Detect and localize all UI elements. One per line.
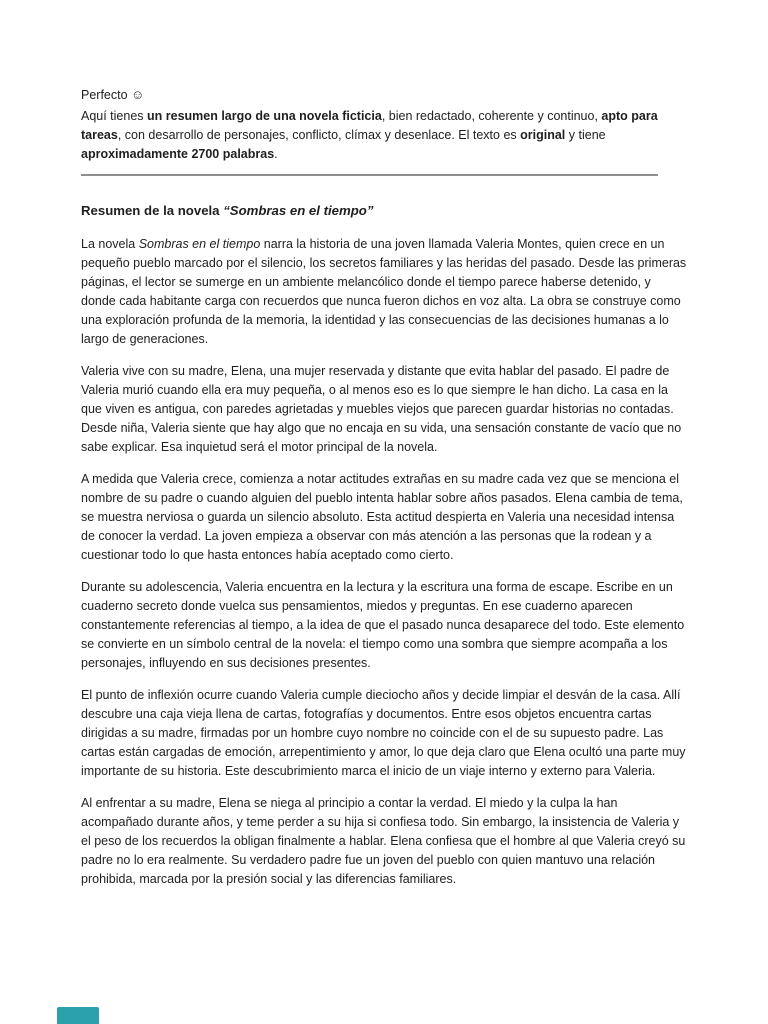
greeting-line <box>81 85 687 105</box>
text-segment: . <box>274 147 278 161</box>
text-segment: Aquí tienes <box>81 109 148 123</box>
summary-body <box>81 235 687 889</box>
text-segment: Valeria vive con su madre, Elena, una mujer reservada y distante que evita hablar del pasado. El padre de Valeria murió cuando ella era muy pequeña, o al menos eso es lo que siempre le han dicho. La casa en la que viven es antigua, con paredes agrietadas y muebles viejos que parecen guardar historias no contadas. Desde niña, Valeria siente que hay algo que no encaja en su vida, una sensación constante de vacío que no sabe explicar. Esa inquietud será el motor principal de la novela. <box>81 364 682 454</box>
text-segment: narra la historia de una joven llamada Valeria Montes, quien crece en un pequeño pueblo marcado por el silencio, los secretos familiares y las heridas del pasado. Desde las primeras páginas, el lector se sumerge en un ambiente melancólico donde el tiempo parece haberse detenido, y donde cada habitante carga con recuerdos que nunca fueron dichos en voz alta. La obra se construye como una exploración profunda de la memoria, la identidad y las consecuencias de las decisiones humanas a lo largo de generaciones. <box>81 237 687 346</box>
body-paragraph <box>81 578 687 673</box>
body-paragraph <box>81 794 687 889</box>
summary-heading <box>81 201 687 220</box>
text-segment: “Sombras en el tiempo” <box>223 203 374 218</box>
text-segment: , con desarrollo de personajes, conflicto, clímax y desenlace. El texto es <box>117 128 521 142</box>
document-content <box>81 85 687 902</box>
text-segment: A medida que Valeria crece, comienza a notar actitudes extrañas en su madre cada vez que se menciona el nombre de su padre o cuando alguien del pueblo intenta hablar sobre años pasados. Elena cambia de tema, se muestra nerviosa o guarda un silencio absoluto. Esta actitud despierta en Valeria una necesidad intensa de conocer la verdad. La joven empieza a observar con más atención a las personas que la rodean y a cuestionar todo lo que hasta entonces había aceptado como cierto. <box>81 472 683 562</box>
text-segment: La novela <box>81 237 139 251</box>
text-segment: original <box>520 128 566 142</box>
text-segment: Resumen de la novela <box>81 203 224 218</box>
body-paragraph <box>81 362 687 457</box>
text-segment: Durante su adolescencia, Valeria encuentra en la lectura y la escritura una forma de escape. Escribe en un cuaderno secreto donde vuelca sus pensamientos, miedos y preguntas. En ese cuaderno aparecen constantemente referencias al tiempo, a la idea de que el pasado nunca desaparece del todo. Este elemento se convierte en un símbolo central de la novela: el tiempo como una sombra que siempre acompaña a los personajes, influyendo en sus decisiones presentes. <box>81 580 685 670</box>
body-paragraph <box>81 470 687 565</box>
text-segment: Al enfrentar a su madre, Elena se niega al principio a contar la verdad. El miedo y la culpa la han acompañado durante años, y teme perder a su hija si confiesa todo. Sin embargo, la insistencia de Valeria y el peso de los recuerdos la obligan finalmente a hablar. Elena confiesa que el hombre al que Valeria creyó su padre no lo era realmente. Su verdadero padre fue un joven del pueblo con quien mantuvo una relación prohibida, marcada por la presión social y las diferencias familiares. <box>81 796 686 886</box>
smiley-face-icon: ☺ <box>131 87 145 102</box>
intro-paragraph <box>81 107 687 164</box>
text-segment: apto para tareas <box>81 109 658 142</box>
greeting-text: Perfecto <box>81 88 128 102</box>
text-segment: Sombras en el tiempo <box>138 237 261 251</box>
text-segment: , bien redactado, coherente y continuo, <box>381 109 602 123</box>
text-segment: El punto de inflexión ocurre cuando Valeria cumple dieciocho años y decide limpiar el desván de la casa. Allí descubre una caja vieja llena de cartas, fotografías y documentos. Entre esos objetos encuentra cartas dirigidas a su madre, firmadas por un hombre cuyo nombre no coincide con el de su supuesto padre. Las cartas están cargadas de emoción, arrepentimiento y amor, lo que deja claro que Elena ocultó una parte muy importante de su historia. Este descubrimiento marca el inicio de un viaje interno y externo para Valeria. <box>81 688 686 778</box>
viewer-accent-chip[interactable] <box>57 1007 99 1024</box>
text-segment: un resumen largo de una novela ficticia <box>147 109 382 123</box>
text-segment: y tiene <box>565 128 606 142</box>
text-segment: aproximadamente 2700 palabras <box>81 147 275 161</box>
body-paragraph <box>81 235 687 349</box>
body-paragraph <box>81 686 687 781</box>
section-divider <box>81 174 658 176</box>
